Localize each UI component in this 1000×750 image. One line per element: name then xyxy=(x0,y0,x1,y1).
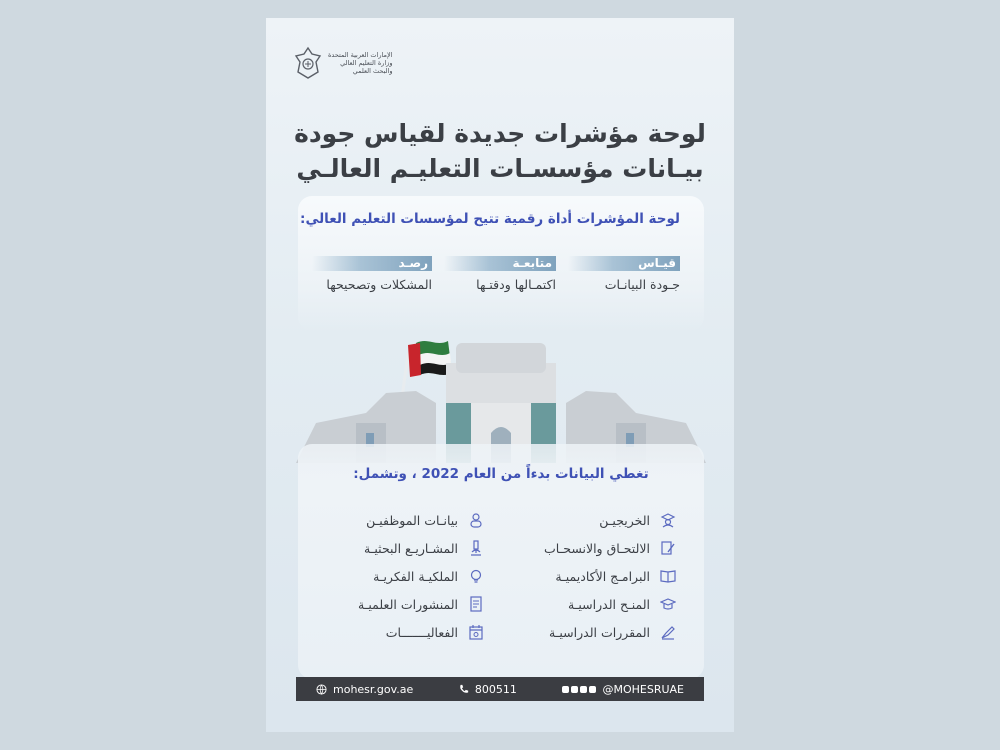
calendar-icon xyxy=(468,624,484,640)
microscope-icon xyxy=(468,540,484,556)
list-item-events xyxy=(386,624,484,640)
linkedin-icon xyxy=(580,686,587,693)
coverage-card xyxy=(298,444,704,679)
document-icon xyxy=(468,596,484,612)
list-item-label: بيانـات الموظفيـن xyxy=(366,512,458,528)
social-handle[interactable] xyxy=(562,683,684,696)
list-item-graduates xyxy=(599,512,676,528)
list-item-label: الملكيـة الفكريـة xyxy=(373,568,458,584)
uae-emblem-icon xyxy=(294,46,322,80)
website-link[interactable] xyxy=(316,683,413,696)
graduation-cap-icon xyxy=(660,596,676,612)
feature-description: اكتمـالها ودقتـها xyxy=(476,277,556,292)
feature-follow-up xyxy=(444,256,556,292)
org-line-3: والبحث العلمي xyxy=(352,67,393,75)
x-icon xyxy=(562,686,569,693)
lightbulb-icon xyxy=(468,568,484,584)
instagram-icon xyxy=(571,686,578,693)
feature-monitor xyxy=(312,256,432,292)
list-item-enrollment xyxy=(544,540,676,556)
page-title xyxy=(266,116,734,186)
list-item-publications xyxy=(358,596,484,612)
list-item-academic-programs xyxy=(555,568,676,584)
writing-hand-icon xyxy=(660,624,676,640)
intro-card xyxy=(298,196,704,331)
phone-number: 800511 xyxy=(474,682,517,696)
feature-description: المشكلات وتصحيحها xyxy=(326,277,432,292)
list-item-label: المشـاريـع البحثيـة xyxy=(364,540,458,556)
enrollment-icon xyxy=(660,540,676,556)
website-text: mohesr.gov.ae xyxy=(333,682,414,696)
globe-icon xyxy=(316,684,327,695)
phone-icon xyxy=(459,684,469,694)
list-item-label: الخريجيـن xyxy=(599,512,650,528)
list-item-intellectual-property xyxy=(373,568,484,584)
list-item-label: الالتحـاق والانسحـاب xyxy=(544,540,650,556)
title-line-1: لوحة مؤشرات جديدة لقياس جودة xyxy=(294,119,706,148)
list-item-label: البرامـج الأكاديميـة xyxy=(555,568,650,584)
ministry-name xyxy=(328,51,392,75)
feature-description: جـودة البيانـات xyxy=(604,277,680,292)
org-line-2: وزارة التعليم العالي xyxy=(340,59,393,67)
list-item-employees xyxy=(366,512,484,528)
org-line-1: الإمارات العربية المتحدة xyxy=(328,51,393,59)
social-handle-text: @MOHESRUAE xyxy=(602,682,684,696)
poster xyxy=(266,18,734,732)
title-line-2: بيـانات مؤسسـات التعليـم العالـي xyxy=(296,154,704,183)
list-item-scholarships xyxy=(568,596,676,612)
feature-label: متابعـة xyxy=(444,256,556,271)
feature-label: قيـاس xyxy=(568,256,680,271)
feature-label: رصـد xyxy=(312,256,432,271)
list-item-research-projects xyxy=(364,540,484,556)
youtube-icon xyxy=(589,686,596,693)
feature-measure xyxy=(568,256,680,292)
ministry-logo xyxy=(294,46,392,80)
list-item-courses xyxy=(549,624,676,640)
intro-heading: لوحة المؤشرات أداة رقمية تتيح لمؤسسات التعليم العالي: xyxy=(300,211,680,227)
list-item-label: المقررات الدراسيـة xyxy=(549,624,650,640)
social-media-icons xyxy=(562,686,596,693)
list-item-label: الفعاليـــــــات xyxy=(385,624,458,640)
graduate-icon xyxy=(660,512,676,528)
uae-flag xyxy=(408,341,452,377)
coverage-heading: تغطي البيانات بدءاً من العام 2022 ، وتشمل: xyxy=(353,466,649,482)
employee-icon xyxy=(468,512,484,528)
list-item-label: المنشورات العلميـة xyxy=(358,596,458,612)
book-icon xyxy=(660,568,676,584)
footer-bar xyxy=(296,677,704,701)
phone-link[interactable] xyxy=(459,683,517,696)
list-item-label: المنـح الدراسيـة xyxy=(568,596,650,612)
